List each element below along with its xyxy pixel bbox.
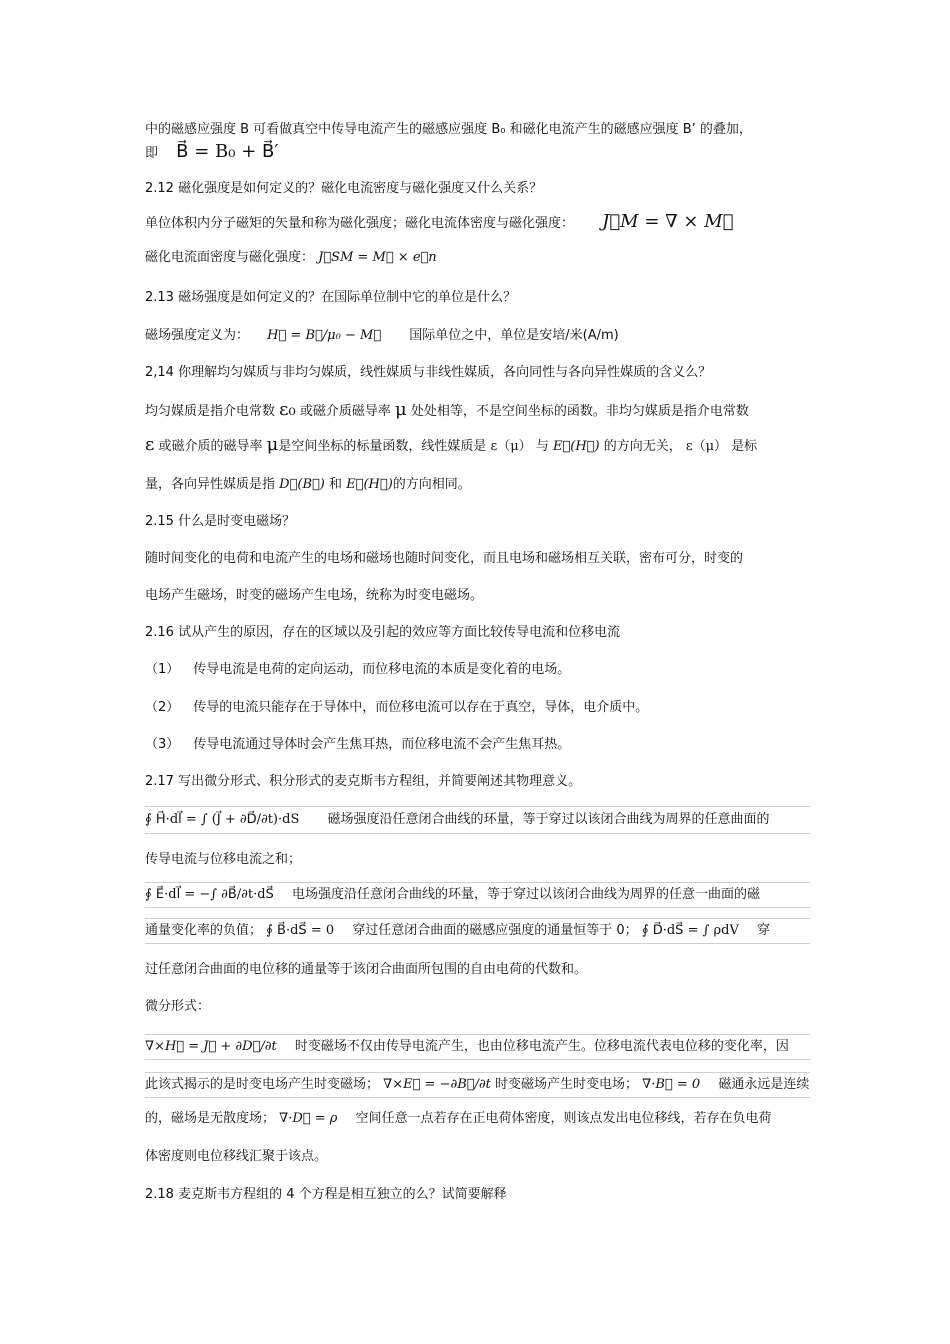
equation-faraday-integral: ∮ E⃗·dl⃗ = −∫ ∂B⃗/∂t·dS⃗ [145, 887, 274, 902]
text-line: 磁化电流面密度与磁化强度： J⃗SM = M⃗ × e⃗n [145, 250, 437, 265]
question-2-12-title: 2.12 磁化强度是如何定义的？磁化电流密度与磁化强度又什么关系？ [145, 181, 543, 196]
equation-row-2: ∮ E⃗·dl⃗ = −∫ ∂B⃗/∂t·dS⃗ 电场强度沿任意闭合曲线的环量，等于穿过以该闭合曲线为周界的任意一曲面的磁 [145, 882, 810, 908]
question-2-17-title: 2.17 写出微分形式、积分形式的麦克斯韦方程组，并简要阐述其物理意义。 [145, 774, 582, 789]
text-line: 量，各向异性媒质是指 D⃗(B⃗) 和 E⃗(H⃗)的方向相同。 [145, 477, 471, 492]
text-line: 均匀媒质是指介电常数 ε₀ 或磁介质磁导率 μ 处处相等，不是空间坐标的函数。非均匀媒质是指介电常数 [145, 399, 749, 420]
equation-row-3: 通量变化率的负值； ∮ B⃗·dS⃗ = 0 穿过任意闭合曲面的磁感应强度的通量恒等于 0； ∮ D⃗·dS⃗ = ∫ ρdV 穿 [145, 918, 810, 944]
text-line: 中的磁感应强度 B 可看做真空中传导电流产生的磁感应强度 B₀ 和磁化电流产生的磁感应强度 B’ 的叠加， [145, 122, 752, 137]
text-line: 电场产生磁场，时变的磁场产生电场，统称为时变电磁场。 [145, 588, 484, 603]
equation-gauss-b-diff: ∇·B⃗ = 0 [642, 1077, 701, 1092]
text-line: 单位体积内分子磁矩的矢量和称为磁化强度；磁化电流体密度与磁化强度： J⃗M = ∇ × M⃗ [145, 211, 734, 232]
equation-h-def: H⃗ = B⃗/μ₀ − M⃗ [267, 328, 382, 343]
question-2-18-title: 2.18 麦克斯韦方程组的 4 个方程是相互独立的么？试简要解释 [145, 1187, 507, 1202]
equation-row-4: ∇×H⃗ = J⃗ + ∂D⃗/∂t 时变磁场不仅由传导电流产生，也由位移电流产生。位移电流代表电位移的变化率，因 [145, 1034, 810, 1060]
equation-faraday-diff: ∇×E⃗ = −∂B⃗/∂t [383, 1077, 491, 1092]
equation-gauss-d-diff: ∇·D⃗ = ρ [279, 1111, 338, 1126]
equation-gauss-b-integral: ∮ B⃗·dS⃗ = 0 [266, 923, 335, 938]
question-2-16-title: 2.16 试从产生的原因，存在的区域以及引起的效应等方面比较传导电流和位移电流 [145, 625, 621, 640]
text-line: 的，磁场是无散度场； ∇·D⃗ = ρ 空间任意一点若存在正电荷体密度，则该点发出电位移线，若存在负电荷 [145, 1111, 772, 1126]
equation-b-total: B⃗ = B₀ + B⃗′ [176, 141, 279, 162]
equation-row-1: ∮ H⃗·dl⃗ = ∫ (J⃗ + ∂D⃗/∂t)·dS 磁场强度沿任意闭合曲线的环量，等于穿过以该闭合曲线为周界的任意曲面的 [145, 806, 810, 834]
question-2-14-title: 2,14 你理解均匀媒质与非均匀媒质，线性媒质与非线性媒质，各向同性与各向异性媒质的含义么？ [145, 365, 712, 380]
equation-jsm: J⃗SM = M⃗ × e⃗n [318, 250, 437, 265]
equation-row-5: 此该式揭示的是时变电场产生时变磁场； ∇×E⃗ = −∂B⃗/∂t 时变磁场产生时变电场； ∇·B⃗ = 0 磁通永远是连续 [145, 1072, 810, 1098]
text-line: 即 B⃗ = B₀ + B⃗′ [145, 141, 279, 162]
list-item: （2） 传导的电流只能存在于导体中，而位移电流可以存在于真空，导体，电介质中。 [145, 700, 649, 715]
question-2-15-title: 2.15 什么是时变电磁场？ [145, 514, 296, 529]
text-line: 磁场强度定义为： H⃗ = B⃗/μ₀ − M⃗ 国际单位之中，单位是安培/米(A/m) [145, 328, 619, 343]
list-item: （3） 传导电流通过导体时会产生焦耳热，而位移电流不会产生焦耳热。 [145, 737, 571, 752]
text-line: 过任意闭合曲面的电位移的通量等于该闭合曲面所包围的自由电荷的代数和。 [145, 962, 588, 977]
list-item: （1） 传导电流是电荷的定向运动，而位移电流的本质是变化着的电场。 [145, 662, 571, 677]
text-line: 微分形式： [145, 999, 211, 1014]
equation-jm: J⃗M = ∇ × M⃗ [602, 211, 734, 232]
equation-gauss-d-integral: ∮ D⃗·dS⃗ = ∫ ρdV [641, 923, 739, 938]
equation-ampere-integral: ∮ H⃗·dl⃗ = ∫ (J⃗ + ∂D⃗/∂t)·dS [145, 812, 300, 827]
text-line: 随时间变化的电荷和电流产生的电场和磁场也随时间变化，而且电场和磁场相互关联，密布可分，时变的 [145, 551, 744, 566]
text-line: 体密度则电位移线汇聚于该点。 [145, 1149, 328, 1164]
text-line: 传导电流与位移电流之和； [145, 852, 302, 867]
text-line: ε 或磁介质的磁导率 μ是空间坐标的标量函数，线性媒质是 ε（μ） 与 E⃗(H⃗) 的方向无关， ε（μ） 是标 [145, 434, 758, 455]
equation-ampere-diff: ∇×H⃗ = J⃗ + ∂D⃗/∂t [145, 1039, 277, 1054]
question-2-13-title: 2.13 磁场强度是如何定义的？在国际单位制中它的单位是什么？ [145, 290, 517, 305]
